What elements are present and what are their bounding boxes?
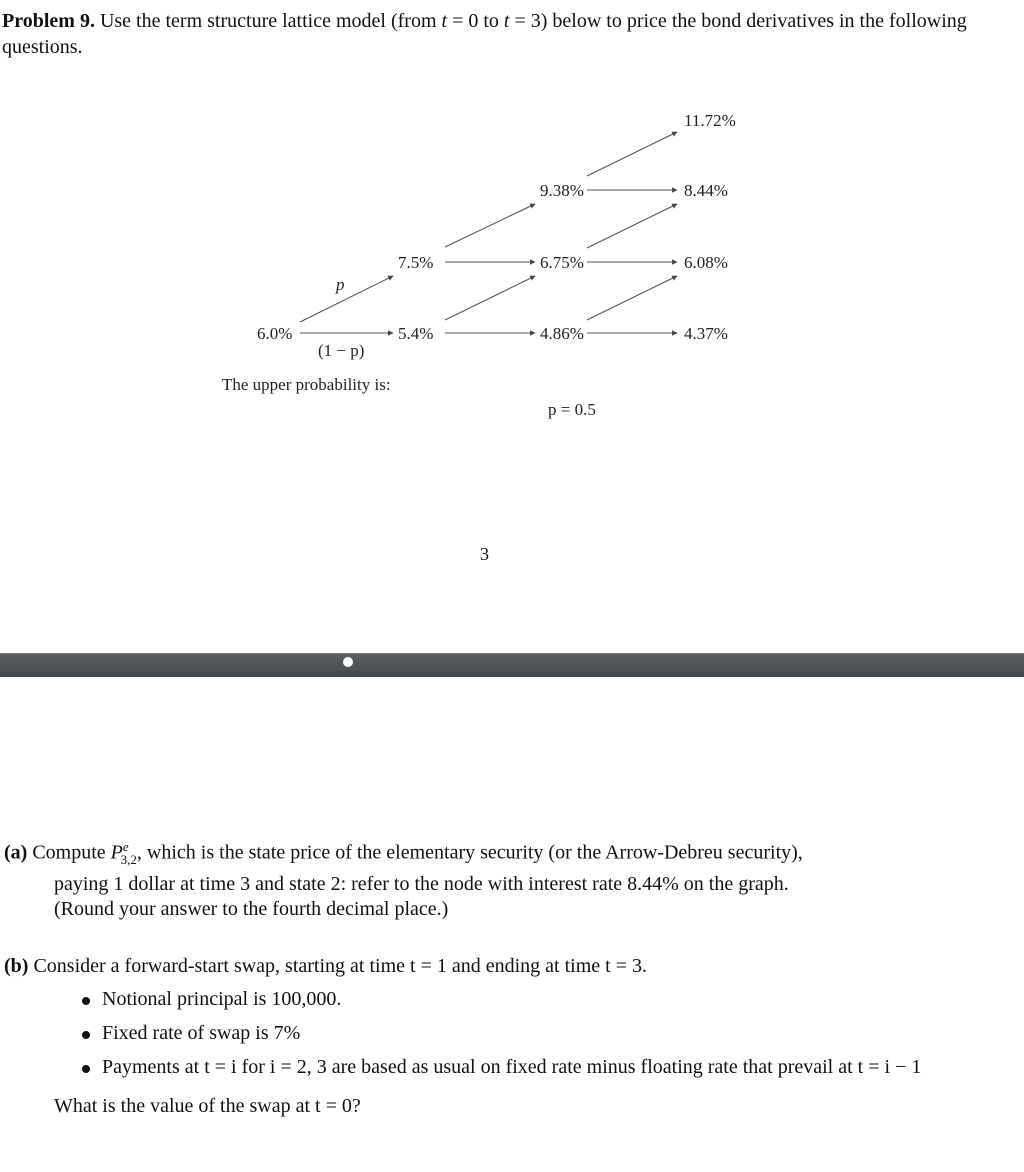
bullet-item	[4, 987, 984, 1012]
question-a-label: (a)	[4, 841, 28, 864]
problem-eq-end: = 3) below to price the bond derivatives in the following questions.	[2, 10, 967, 58]
node-t3-s2: 8.44%	[684, 181, 728, 200]
page-position-dot[interactable]	[343, 657, 353, 667]
edge-up-t1b-t2	[445, 276, 535, 320]
probability-value: p = 0.5	[548, 400, 596, 419]
bullet-item	[4, 1021, 984, 1046]
node-t0-s0: 6.0%	[257, 324, 293, 343]
edge-up-t2c-t3	[587, 276, 677, 320]
problem-t-symbol-2: t	[503, 10, 510, 32]
question-b	[4, 954, 984, 1119]
question-b-bullets	[4, 987, 984, 1080]
problem-text-1: Use the term structure lattice model (from	[99, 10, 442, 32]
question-b-label: (b)	[4, 955, 29, 977]
question-a-text-2: , which is the state price of the elementary security (or the Arrow-Debreu security),	[136, 841, 803, 864]
page-scroll-bar[interactable]	[0, 653, 1024, 677]
probability-caption: The upper probability is:	[222, 375, 391, 394]
bullet-icon	[82, 997, 90, 1005]
problem-label: Problem 9.	[2, 10, 95, 32]
node-t1-s0: 5.4%	[398, 324, 434, 343]
problem-t-symbol: t	[441, 10, 448, 32]
question-b-text: Consider a forward-start swap, starting at time t = 1 and ending at time t = 3.	[33, 955, 647, 977]
up-probability-label: p	[336, 275, 345, 294]
page-number: 3	[480, 544, 489, 564]
lattice-edges	[300, 132, 677, 333]
bullet-text-fixed-rate: Fixed rate of swap is 7%	[102, 1022, 301, 1044]
node-t3-s1: 6.08%	[684, 253, 728, 272]
bullet-icon	[82, 1065, 90, 1073]
question-a-symbol-sup: e	[122, 839, 129, 854]
edge-up-t2b-t3	[587, 204, 677, 248]
node-t1-s1: 7.5%	[398, 253, 434, 272]
bullet-item	[4, 1055, 984, 1080]
bullet-text-payments: Payments at t = i for i = 2, 3 are based as usual on fixed rate minus floating rate that prevail at t = i − 1	[102, 1056, 922, 1078]
bullet-icon	[82, 1031, 90, 1039]
edge-up-t0-t1	[300, 276, 393, 322]
question-a	[4, 834, 979, 922]
node-t3-s3: 11.72%	[684, 111, 736, 130]
edge-up-t1a-t2	[445, 204, 535, 247]
problem-eq-start: = 0 to	[447, 10, 504, 32]
node-t2-s1: 6.75%	[540, 253, 584, 272]
question-a-text-4: (Round your answer to the fourth decimal place.)	[54, 897, 449, 920]
edge-up-t2a-t3	[587, 132, 677, 176]
question-a-text-1: Compute	[32, 841, 111, 864]
question-a-text-3: paying 1 dollar at time 3 and state 2: refer to the node with interest rate 8.44% on the graph.	[54, 872, 789, 895]
node-t2-s0: 4.86%	[540, 324, 584, 343]
bullet-text-notional: Notional principal is 100,000.	[102, 988, 342, 1010]
node-t2-s2: 9.38%	[540, 181, 584, 200]
node-t3-s0: 4.37%	[684, 324, 728, 343]
down-probability-label: (1 − p)	[318, 341, 365, 360]
question-a-symbol: P	[110, 841, 123, 864]
question-b-question: What is the value of the swap at t = 0?	[54, 1095, 361, 1117]
question-a-symbol-sub: 3,2	[120, 851, 137, 867]
